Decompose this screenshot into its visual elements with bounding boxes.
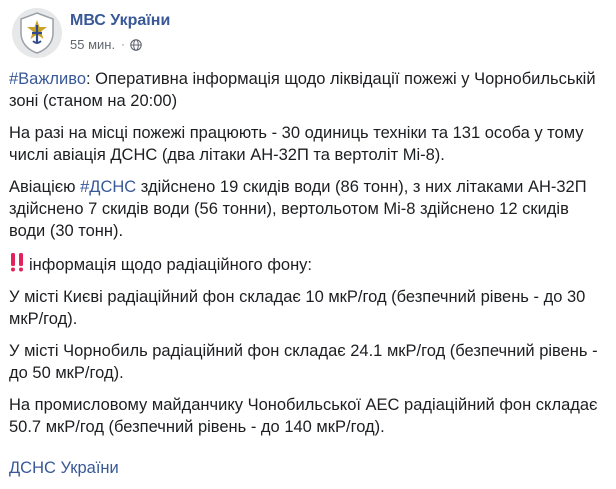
aviation-text-end: здійснено 19 скидів води (86 тонн), з них літаками АН-32П здійснено 7 скидів води (56 тонни), вертольотом Мі-8 здійснено 12 скидів води (30 тонн). bbox=[9, 178, 587, 240]
post-header bbox=[12, 8, 602, 60]
headline-text: : Оперативна інформація щодо ліквідації пожежі у Чорнобильській зоні (станом на 20:00) bbox=[9, 70, 596, 110]
aviation-text-start: Авіацією bbox=[9, 178, 81, 196]
paragraph-chornobyl-radiation: У місті Чорнобиль радіаційний фон складає 24.1 мкР/год (безпечний рівень - до 50 мкР/год). bbox=[9, 342, 598, 382]
police-shield-logo bbox=[17, 11, 57, 55]
paragraph-resources: На разі на місці пожежі працюють - 30 одиниць техніки та 131 особа у тому числі авіація ДСНС (два літаки АН-32П та вертоліт Мі-8). bbox=[9, 124, 584, 164]
avatar[interactable] bbox=[12, 8, 62, 58]
source-page-link[interactable]: ДСНС України bbox=[9, 459, 119, 477]
paragraph-headline bbox=[9, 68, 609, 112]
page-name-link[interactable]: МВС України bbox=[70, 12, 171, 29]
hashtag-dsns-link[interactable]: #ДСНС bbox=[80, 178, 137, 196]
post-meta bbox=[70, 37, 142, 52]
post-timestamp[interactable]: 55 мин. bbox=[70, 37, 116, 52]
radiation-heading-text: інформація щодо радіаційного фону: bbox=[29, 256, 313, 274]
meta-separator: · bbox=[121, 38, 125, 51]
hashtag-vazhlyvo-link[interactable]: #Важливо bbox=[9, 70, 86, 88]
paragraph-npp-radiation: На промисловому майданчику Чонобильської АЕС радіаційний фон складає 50.7 мкР/год (безпечний рівень - до 140 мкР/год). bbox=[9, 396, 598, 436]
post-body bbox=[9, 68, 609, 448]
paragraph-radiation-heading bbox=[9, 252, 609, 276]
globe-icon[interactable] bbox=[130, 39, 142, 51]
paragraph-kyiv-radiation: У місті Києві радіаційний фон складає 10 мкР/год (безпечний рівень - до 30 мкР/год). bbox=[9, 288, 586, 328]
paragraph-aviation bbox=[9, 176, 609, 242]
double-exclamation-icon bbox=[9, 252, 25, 272]
